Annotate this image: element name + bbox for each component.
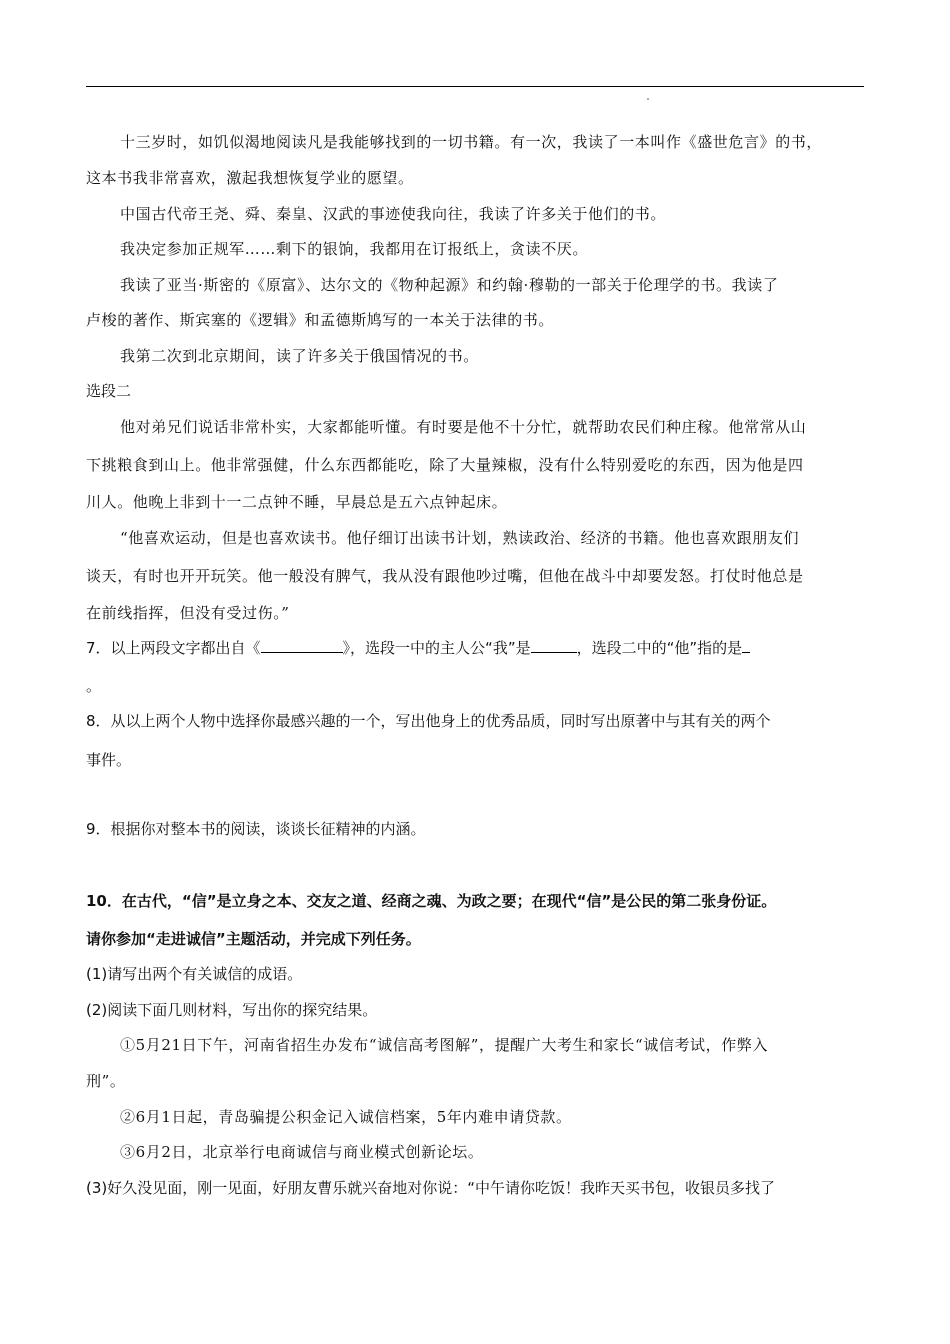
q10-sub2: (2)阅读下面几则材料，写出你的探究结果。 — [86, 1001, 378, 1019]
q10-material-1: ①5月21日下午，河南省招生办发布“诚信高考图解”，提醒广大考生和家长“诚信考试，作弊入 — [120, 1036, 769, 1054]
excerpt1-line: 卢梭的著作、斯宾塞的《逻辑》和孟德斯鸠写的一本关于法律的书。 — [86, 311, 555, 329]
excerpt2-line: 下挑粮食到山上。他非常强健，什么东西都能吃，除了大量辣椒，没有什么特别爱吃的东西，因为他是四 — [86, 456, 804, 474]
q7-text: 》，选段一中的主人公“我”是 — [342, 639, 531, 657]
excerpt1-line: 我决定参加正规军……剩下的银饷，我都用在订报纸上，贪读不厌。 — [120, 240, 589, 258]
excerpt1-line: 这本书我非常喜欢，激起我想恢复学业的愿望。 — [86, 169, 414, 187]
question-8-line1: 8．从以上两个人物中选择你最感兴趣的一个，写出他身上的优秀品质，同时写出原著中与其有关的两个 — [86, 712, 771, 730]
question-9: 9．根据你对整本书的阅读，谈谈长征精神的内涵。 — [86, 820, 426, 838]
excerpt2-line: 他对弟兄们说话非常朴实，大家都能听懂。有时要是他不十分忙，就帮助农民们种庄稼。他常常从山 — [120, 418, 807, 436]
excerpt1-line: 中国古代帝王尧、舜、秦皇、汉武的事迹使我向往，我读了许多关于他们的书。 — [120, 205, 667, 223]
excerpt2-line: 在前线指挥，但没有受过伤。” — [86, 604, 290, 622]
excerpt2-line: 川人。他晚上非到十一二点钟不睡，早晨总是五六点钟起床。 — [86, 493, 508, 511]
excerpt1-line: 十三岁时，如饥似渴地阅读凡是我能够找到的一切书籍。有一次，我读了一本叫作《盛世危言》的书， — [120, 133, 823, 151]
q10-material-1-cont: 刑”。 — [86, 1072, 126, 1090]
q10-material-3: ③6月2日，北京举行电商诚信与商业模式创新论坛。 — [120, 1143, 484, 1161]
question-10-line1: 10．在古代，“信”是立身之本、交友之道、经商之魂、为政之要；在现代“信”是公民的第二张身份证。 — [86, 892, 777, 910]
excerpt2-line: 谈天，有时也开开玩笑。他一般没有脾气，我从没有跟他吵过嘴，但他在战斗中却要发怒。打仗时他总是 — [86, 567, 804, 585]
excerpt2-heading: 选段二 — [86, 382, 132, 400]
header-mark — [647, 98, 649, 100]
question-8-line2: 事件。 — [86, 751, 132, 769]
question-7 — [86, 638, 750, 658]
excerpt1-line: 我第二次到北京期间，读了许多关于俄国情况的书。 — [120, 347, 479, 365]
q7-text: 7．以上两段文字都出自《 — [86, 639, 261, 657]
header-rule — [86, 86, 864, 87]
q7-blank-protagonist[interactable] — [531, 638, 577, 653]
excerpt1-line: 我读了亚当·斯密的《原富》、达尔文的《物种起源》和约翰·穆勒的一部关于伦理学的书。我读了 — [120, 276, 779, 294]
question-10-line2: 请你参加“走进诚信”主题活动，并完成下列任务。 — [86, 930, 421, 948]
q10-material-2: ②6月1日起，青岛骗提公积金记入诚信档案，5年内难申请贷款。 — [120, 1108, 572, 1126]
q7-end: 。 — [86, 677, 102, 695]
q7-blank-he[interactable] — [742, 638, 750, 653]
excerpt2-line: “他喜欢运动，但是也喜欢读书。他仔细订出读书计划，熟读政治、经济的书籍。他也喜欢跟朋友们 — [120, 529, 800, 547]
q7-text: ，选段二中的“他”指的是 — [576, 639, 743, 657]
q7-blank-book[interactable] — [261, 638, 343, 653]
q10-sub3: (3)好久没见面，刚一见面，好朋友曹乐就兴奋地对你说：“中午请你吃饭！我昨天买书包，收银员多找了 — [86, 1179, 776, 1197]
q10-sub1: (1)请写出两个有关诚信的成语。 — [86, 965, 303, 983]
